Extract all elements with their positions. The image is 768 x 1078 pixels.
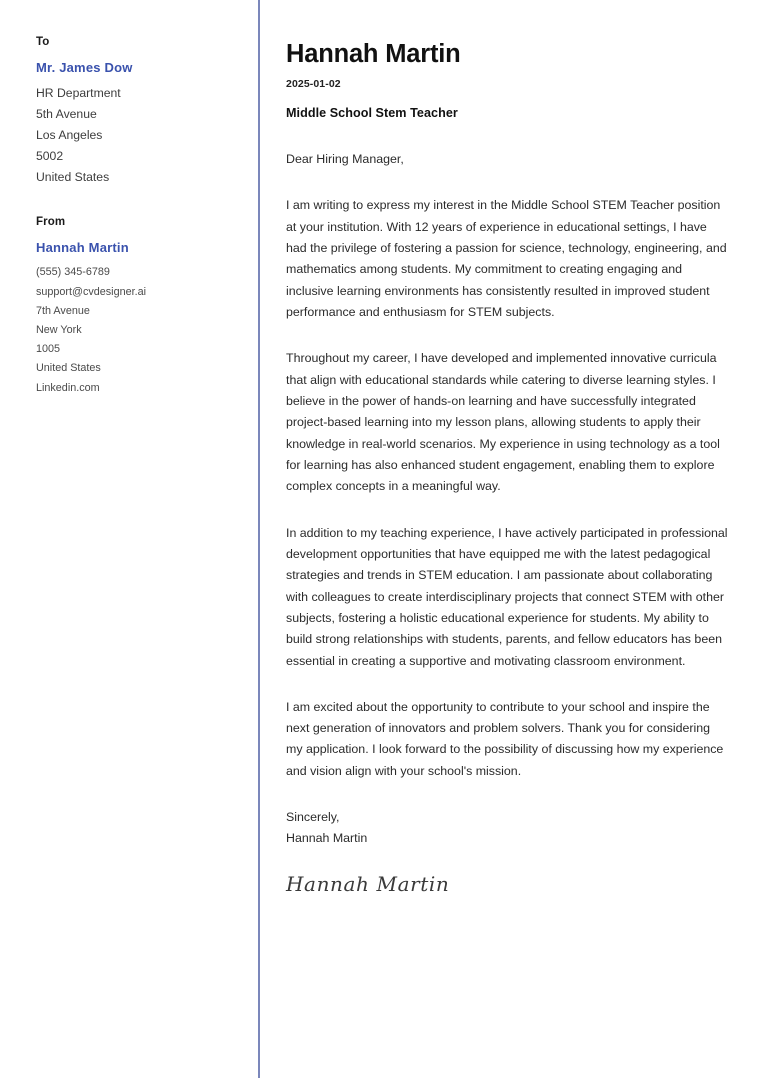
- to-heading: To: [36, 36, 50, 48]
- closing-salutation: Sincerely,: [286, 810, 340, 825]
- sender-block: [36, 216, 236, 398]
- page-title: Hannah Martin: [286, 40, 461, 68]
- letter-paragraph: I am excited about the opportunity to contribute to your school and inspire the next generation of innovators and problem solvers. Thank you for considering my application. I look forward to the possibility of discussing how my experience and vision align with your school's mission.: [286, 699, 724, 778]
- recipient-line: 5002: [36, 149, 64, 164]
- recipient-line: United States: [36, 170, 110, 185]
- recipient-name[interactable]: Mr. James Dow: [36, 60, 133, 75]
- from-heading: From: [36, 216, 66, 229]
- signature: Hannah Martin: [286, 871, 450, 896]
- sender-line: 1005: [36, 343, 61, 356]
- sender-line: New York: [36, 324, 82, 337]
- letter-body: [286, 40, 728, 896]
- letter-date: 2025-01-02: [286, 78, 341, 91]
- closing-name: Hannah Martin: [286, 831, 368, 846]
- sender-phone[interactable]: (555) 345-6789: [36, 266, 110, 279]
- sender-line: 7th Avenue: [36, 304, 90, 317]
- sender-email[interactable]: support@cvdesigner.ai: [36, 285, 146, 298]
- sender-line: United States: [36, 362, 101, 375]
- sender-name[interactable]: Hannah Martin: [36, 240, 129, 256]
- vertical-divider: [258, 0, 260, 1078]
- recipient-line: HR Department: [36, 86, 121, 101]
- job-title: Middle School Stem Teacher: [286, 106, 458, 121]
- letter-paragraph: In addition to my teaching experience, I have actively participated in professional development opportunities that have equipped me with the latest pedagogical strategies and trends in STEM education. I am passionate about collaborating with colleagues to create interdisciplinary projects that connect STEM with other subjects, fostering a holistic educational experience for students. My ability to build strong relationships with students, parents, and fellow educators has been essential in creating a supportive and motivating classroom environment.: [286, 525, 728, 668]
- recipient-line: 5th Avenue: [36, 107, 97, 122]
- letter-paragraph: Throughout my career, I have developed and implemented innovative curricula that align with educational standards while catering to diverse learning styles. I believe in the power of hands-on learning and have successfully integrated project-based learning into my lesson plans, allowing students to apply their knowledge in real-world scenarios. My experience in using technology as a tool for learning has also enhanced student engagement, enabling them to explore complex concepts in a meaningful way.: [286, 351, 720, 494]
- salutation: Dear Hiring Manager,: [286, 152, 404, 167]
- sidebar: [36, 36, 236, 398]
- letter-paragraph: I am writing to express my interest in the Middle School STEM Teacher position at your institution. With 12 years of experience in educational settings, I have had the privilege of fostering a passion for science, technology, engineering, and mathematics among students. My commitment to creating engaging and inclusive learning environments has consistently resulted in improved student performance and enthusiasm for STEM subjects.: [286, 198, 727, 319]
- recipient-line: Los Angeles: [36, 128, 103, 143]
- recipient-block: [36, 36, 236, 188]
- sender-linkedin[interactable]: Linkedin.com: [36, 381, 100, 394]
